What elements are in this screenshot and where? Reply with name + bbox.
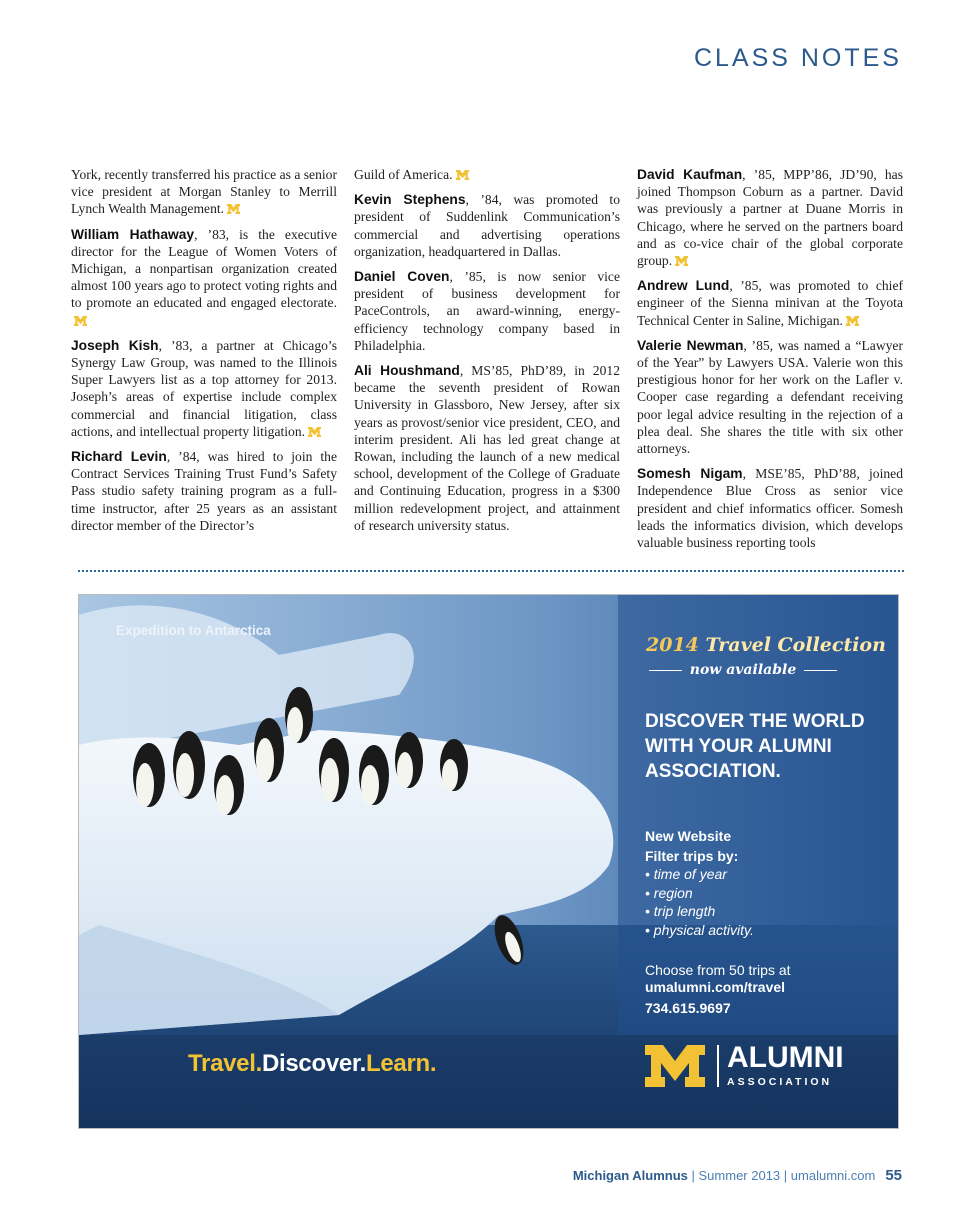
filter-item: • trip length: [645, 903, 716, 919]
note-name: Joseph Kish: [71, 337, 159, 353]
ad-headline: DISCOVER THE WORLD WITH YOUR ALUMNI ASSOCIATION.: [645, 711, 865, 782]
note-name: Richard Levin: [71, 449, 167, 465]
ad-website-info: [645, 826, 738, 866]
rule-left: [649, 670, 682, 671]
class-note: [354, 191, 620, 260]
class-note: [71, 226, 337, 329]
block-m-icon: [846, 316, 859, 326]
note-name: Andrew Lund: [637, 278, 730, 294]
filter-list: [645, 865, 754, 939]
photo-caption: Expedition to Antarctica: [116, 623, 271, 638]
page-footer: [573, 1167, 902, 1184]
class-note: [637, 337, 903, 457]
note-text: , MSE’85, PhD’88, joined Independence Blue Cross as senior vice president and chief informatics officer. Somesh leads the informatics division, which develops valuable business reporting tools: [637, 466, 904, 551]
page-number: 55: [885, 1167, 902, 1184]
dotted-divider: [78, 570, 904, 572]
class-note: [71, 448, 337, 534]
notes-column-2: [354, 166, 620, 542]
note-text: Guild of America.: [354, 167, 453, 182]
class-note: [354, 362, 620, 534]
tagline-discover: Discover.: [261, 1050, 367, 1077]
note-text: , ’84, was promoted to president of Suddenlink Communication’s commercial and advertising operations organization, headquartered in Dallas.: [354, 192, 620, 259]
note-text: , ’83, is the executive director for the League of Women Voters of Michigan, a nonpartisan organization created almost 100 years ago to protect voting rights and to promote an educated and engaged electorate.: [71, 226, 338, 311]
filter-item: • time of year: [645, 866, 727, 882]
now-available-banner: [649, 662, 837, 678]
ad-tagline: [188, 1050, 436, 1078]
filter-label: Filter trips by:: [645, 848, 739, 864]
phone-number: 734.615.9697: [645, 1000, 731, 1016]
alumni-association-logo: [645, 1043, 855, 1091]
class-note: [637, 277, 903, 329]
footer-separator: |: [687, 1168, 699, 1183]
logo-alumni-word: ALUMNI: [727, 1041, 844, 1074]
note-text: , ’85, was named a “Lawyer of the Year” by Lawyers USA. Valerie won this prestigious honor for her work on the Lafler v. Cooper case regarding a defendant receiving poor legal advice resulting in the rejection of a plea deal. She shares the title with six other attorneys.: [637, 337, 903, 457]
block-m-icon: [227, 204, 240, 214]
class-note: [71, 337, 337, 440]
note-name: Valerie Newman: [637, 337, 744, 353]
block-m-logo-icon: [645, 1045, 705, 1087]
site-url: umalumni.com: [790, 1168, 876, 1183]
note-name: Kevin Stephens: [354, 192, 466, 208]
block-m-icon: [74, 316, 87, 326]
note-name: Ali Houshmand: [354, 363, 460, 379]
collection-year: 2014: [646, 634, 699, 656]
magazine-name: Michigan Alumnus: [572, 1168, 688, 1183]
filter-item: • physical activity.: [645, 921, 754, 938]
block-m-icon: [675, 256, 688, 266]
note-name: David Kaufman: [637, 167, 743, 182]
class-note: [354, 166, 620, 183]
tagline-learn: Learn.: [366, 1050, 437, 1077]
travel-collection-title: [646, 634, 886, 656]
block-m-icon: [308, 427, 321, 437]
collection-title: Travel Collection: [705, 634, 886, 656]
note-text: York, recently transferred his practice as a senior vice president at Morgan Stanley to Merrill Lynch Wealth Management.: [71, 167, 337, 217]
note-text: , MS’85, PhD’89, in 2012 became the seventh president of Rowan University in Glassboro, New Jersey, after six years as provost/senior vice president, CEO, and interim president. Ali has led great change at Rowan, including the launch of a new medical school, development of the College of Graduate and Continuing Education, progress in a $300 million redevelopment project, and attainment of research university status.: [354, 363, 620, 533]
travel-url-link[interactable]: umalumni.com/travel: [645, 979, 786, 995]
class-note: [354, 268, 620, 354]
notes-column-3: [637, 166, 903, 559]
footer-separator: |: [780, 1168, 791, 1183]
new-website-label: New Website: [645, 828, 732, 844]
note-text: , ’85, was promoted to chief engineer of the Sienna minivan at the Toyota Technical Center in Saline, Michigan.: [637, 278, 904, 328]
note-text: , ’85, is now senior vice president of business development for PaceControls, an award-winning, energy-efficiency technology company based in Philadelphia.: [354, 269, 621, 353]
class-note: [71, 166, 337, 218]
section-title: CLASS NOTES: [693, 44, 902, 72]
block-m-icon: [456, 170, 469, 180]
note-name: William Hathaway: [71, 226, 195, 242]
note-name: Daniel Coven: [354, 269, 450, 285]
note-text: , ’83, a partner at Chicago’s Synergy Law Group, was named to the Illinois Super Lawyers list as a top attorney for 2013. Joseph’s areas of expertise include complex commercial and financial litigation, class actions, and intellectual property litigation.: [71, 337, 337, 439]
tagline-travel: Travel.: [188, 1050, 262, 1077]
filter-item: • region: [645, 884, 693, 901]
travel-advertisement[interactable]: [78, 594, 899, 1129]
logo-association-word: ASSOCIATION: [727, 1076, 833, 1088]
note-text: , ’85, MPP’86, JD’90, has joined Thompson Coburn as a partner. David was previously a partner at Duane Morris in Chicago, where he served on the partners board and as co-vice chair of the global corporate group.: [637, 167, 904, 269]
issue-label: Summer 2013: [698, 1168, 781, 1183]
notes-column-1: [71, 166, 337, 542]
logo-divider: [717, 1045, 719, 1087]
rule-right: [804, 670, 837, 671]
class-note: [637, 166, 903, 269]
note-name: Somesh Nigam: [637, 466, 743, 482]
note-text: , ’84, was hired to join the Contract Services Training Trust Fund’s Safety Pass studio safety training program as a full-time instructor, after 25 years as an assistant director member of the Director’s: [71, 449, 337, 533]
choose-trips-text: Choose from 50 trips at: [645, 962, 791, 978]
now-available-text: now available: [689, 662, 797, 678]
class-note: [637, 465, 903, 551]
